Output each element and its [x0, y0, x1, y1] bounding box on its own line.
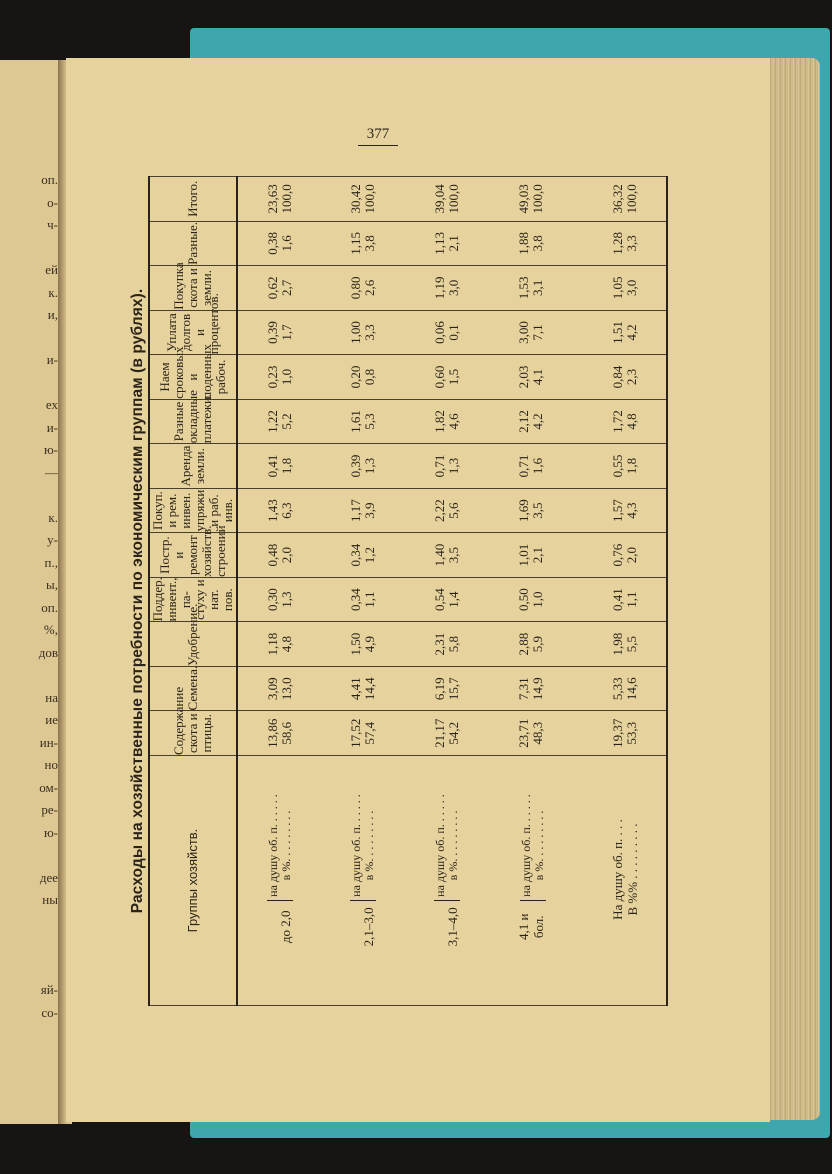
cell-value: 100,0	[278, 184, 294, 214]
cell-value: 5,33	[609, 677, 625, 701]
table-cell	[583, 399, 667, 444]
left-page-fragment: к.	[48, 509, 58, 525]
table-cell	[321, 355, 405, 400]
table-cell	[583, 310, 667, 355]
cell-value: 3,5	[446, 546, 461, 564]
table-cell	[321, 399, 405, 444]
cell-value: 1,1	[623, 591, 639, 608]
group-row-labels	[350, 794, 376, 901]
cell-value: 0,20	[348, 365, 363, 389]
left-page-fragment: о-	[47, 194, 58, 210]
separator-cell	[573, 577, 583, 622]
table-cell	[489, 488, 573, 533]
left-page-fragment: и-	[46, 419, 58, 435]
cell-value: 5,9	[530, 636, 545, 653]
cell-value: 0,48	[264, 543, 280, 567]
row-label	[489, 756, 573, 1006]
cell-value: 1,88	[516, 232, 531, 255]
separator-cell	[573, 533, 583, 578]
cell-value: 2,0	[278, 546, 294, 564]
cell-value: 4,3	[623, 502, 639, 519]
separator-cell	[573, 488, 583, 533]
separator-cell	[573, 310, 583, 355]
cell-value: 39,04	[432, 184, 447, 214]
table-cell	[583, 177, 667, 222]
row-label	[237, 756, 321, 1006]
left-page-fragment: дее	[39, 869, 58, 885]
cell-value: 1,05	[609, 276, 625, 300]
cell-value: 5,3	[362, 413, 377, 430]
cell-value: 3,8	[530, 235, 545, 252]
cell-value: 2,88	[516, 632, 531, 656]
cell-value: 1,00	[348, 321, 363, 344]
column-header: Содержание скота и птицы.	[149, 711, 237, 756]
cell-value: 58,6	[278, 721, 294, 745]
cell-value: 0,55	[609, 454, 625, 478]
cell-value: 4,1	[530, 368, 545, 386]
cell-value: 5,6	[446, 502, 461, 519]
table-cell	[405, 399, 489, 444]
cell-value: 15,7	[446, 677, 461, 701]
separator-cell	[573, 399, 583, 444]
cell-value: 0,38	[264, 232, 280, 255]
table-cell	[237, 533, 321, 578]
cell-value: 1,8	[278, 457, 294, 475]
cell-value: 4,41	[348, 677, 363, 701]
table-cell	[237, 666, 321, 711]
table-cell	[237, 622, 321, 667]
table-row	[583, 177, 667, 1006]
separator-cell	[573, 355, 583, 400]
cell-value: 4,8	[623, 413, 639, 430]
cell-value: 0,06	[432, 321, 447, 344]
cell-value: 49,03	[516, 184, 531, 214]
cell-value: 1,01	[516, 543, 531, 567]
cell-value: 2,1	[446, 235, 461, 252]
cell-value: 7,31	[516, 677, 531, 701]
cell-value: 1,28	[609, 232, 625, 255]
cell-value: 0,34	[348, 588, 363, 612]
cell-value: 2,7	[278, 279, 294, 297]
left-page-fragment: п.,	[44, 554, 58, 570]
cell-value: 6,3	[278, 502, 294, 519]
table-cell	[321, 266, 405, 311]
cell-value: 17,52	[348, 718, 363, 748]
cell-value: 0,80	[348, 276, 363, 300]
table-cell	[237, 355, 321, 400]
left-page	[0, 60, 64, 1124]
column-header: Поддер. инвент., па-стуху и нат. пов.	[150, 577, 235, 622]
table-cell	[489, 221, 573, 266]
table-cell	[237, 711, 321, 756]
separator-cell	[573, 756, 583, 1006]
cell-value: 1,7	[278, 324, 294, 341]
cell-value: 1,5	[446, 368, 461, 386]
left-page-fragment: и-	[46, 352, 58, 367]
cell-value: 54,2	[446, 721, 461, 745]
left-page-fragment: дов	[38, 644, 58, 660]
row-sublabel: на душу об. п. . . . . .	[433, 794, 447, 897]
cell-value: 2,22	[432, 499, 447, 522]
cell-value: 4,2	[623, 324, 639, 341]
table-cell	[237, 399, 321, 444]
table-cell	[405, 177, 489, 222]
cell-value: 3,0	[446, 279, 461, 297]
cell-value: 36,32	[609, 184, 625, 214]
cell-value: 0,39	[264, 321, 280, 344]
group-range: 4,1 и бол.	[516, 913, 546, 941]
table-row	[237, 177, 321, 1006]
table-cell	[321, 711, 405, 756]
column-header: Разные.	[149, 221, 237, 266]
table-cell	[583, 666, 667, 711]
cell-value: 0,50	[516, 588, 531, 612]
table-cell	[583, 355, 667, 400]
table-cell	[321, 622, 405, 667]
cell-value: 2,31	[432, 632, 447, 656]
cell-value: 1,0	[278, 368, 294, 386]
cell-value: 6,19	[432, 677, 447, 701]
table-cell	[237, 444, 321, 489]
column-header: Уплата долгов и процентов.	[149, 310, 237, 355]
cell-value: 1,3	[446, 457, 461, 475]
cell-value: 0,76	[609, 543, 625, 567]
row-label	[321, 756, 405, 1006]
cell-value: 13,0	[278, 677, 294, 701]
row-label	[405, 756, 489, 1006]
table-cell	[405, 533, 489, 578]
cell-value: 1,6	[530, 457, 545, 475]
column-header: Покупка скота и земли.	[149, 266, 237, 311]
cell-value: 100,0	[530, 184, 545, 214]
table-cell	[237, 577, 321, 622]
cell-value: 0,71	[516, 454, 531, 478]
cell-value: 1,18	[264, 632, 280, 656]
separator-cell	[573, 444, 583, 489]
table-cell	[405, 444, 489, 489]
cell-value: 4,9	[362, 636, 377, 653]
table-cell	[489, 355, 573, 400]
cell-value: 48,3	[530, 721, 545, 745]
table-cell	[405, 266, 489, 311]
rotated-table-block	[125, 172, 645, 1030]
table-cell	[405, 577, 489, 622]
cell-value: 100,0	[446, 184, 461, 214]
left-page-fragment: яй-	[40, 982, 58, 997]
separator-cell	[573, 177, 583, 222]
table-cell	[489, 577, 573, 622]
separator-cell	[573, 711, 583, 756]
cell-value: 1,98	[609, 632, 625, 656]
cell-value: 23,71	[516, 718, 531, 748]
table-cell	[489, 310, 573, 355]
cell-value: 5,5	[623, 636, 639, 653]
table-cell	[321, 488, 405, 533]
table-cell	[405, 666, 489, 711]
left-page-fragment: оп.	[41, 172, 58, 187]
row-label	[583, 756, 667, 1006]
cell-value: 1,53	[516, 276, 531, 300]
cell-value: 1,17	[348, 499, 363, 522]
page-edges	[762, 58, 820, 1120]
table-cell	[489, 399, 573, 444]
group-range: 2,1–3,0	[361, 907, 376, 947]
table-cell	[583, 533, 667, 578]
table-cell	[489, 444, 573, 489]
row-sublabel: в %. . . . . . . . .	[278, 810, 293, 881]
column-header: Семена.	[149, 666, 237, 711]
table-cell	[321, 666, 405, 711]
separator-cell	[573, 266, 583, 311]
cell-value: 3,1	[530, 279, 545, 297]
cell-value: 0,8	[362, 368, 377, 386]
table-cell	[405, 355, 489, 400]
cell-value: 1,13	[432, 232, 447, 255]
cell-value: 53,3	[623, 721, 639, 745]
row-sublabel: на душу об. п. . . . . .	[265, 794, 280, 897]
table-cell	[583, 266, 667, 311]
table-body	[237, 177, 667, 1006]
left-page-fragment: ре-	[41, 802, 58, 817]
table-cell	[237, 266, 321, 311]
cell-value: 1,19	[432, 276, 447, 300]
left-page-fragment: ю-	[43, 442, 58, 457]
cell-value: 0,62	[264, 276, 280, 300]
cell-value: 0,34	[348, 543, 363, 567]
table-header-row	[149, 177, 237, 1006]
separator-cell	[573, 221, 583, 266]
cell-value: 4,6	[446, 413, 461, 430]
table-cell	[405, 488, 489, 533]
table-cell	[321, 444, 405, 489]
cell-value: 2,1	[530, 546, 545, 564]
group-range: до 2,0	[277, 910, 293, 944]
table-row	[321, 177, 405, 1006]
cell-value: 3,3	[362, 324, 377, 341]
left-page-fragment: со-	[41, 1004, 58, 1020]
cell-value: 1,4	[446, 591, 461, 608]
cell-value: 2,0	[623, 546, 639, 564]
cell-value: 0,54	[432, 588, 447, 612]
group-range: 3,1–4,0	[445, 907, 460, 947]
cell-value: 5,2	[278, 413, 294, 430]
cell-value: 1,61	[348, 410, 363, 433]
cell-value: 14,4	[362, 677, 377, 701]
table-row	[405, 177, 489, 1006]
cell-value: 2,03	[516, 365, 531, 389]
column-header: Аренда земли.	[149, 444, 237, 489]
table-cell	[489, 666, 573, 711]
table-cell	[321, 310, 405, 355]
cell-value: 3,09	[264, 677, 280, 701]
table-cell	[489, 266, 573, 311]
table-cell	[405, 711, 489, 756]
left-page-fragment: ч-	[47, 217, 58, 232]
separator-row	[573, 177, 583, 1006]
left-page-fragment: ны	[42, 892, 58, 907]
cell-value: 3,00	[516, 321, 531, 344]
cell-value: 4,2	[530, 413, 545, 430]
left-page-fragment: и,	[47, 307, 58, 322]
cell-value: 0,84	[609, 365, 625, 389]
left-page-fragment: ю-	[43, 824, 58, 840]
cell-value: 1,50	[348, 632, 363, 656]
column-header: Постр. и ремонт хозяйств. строений	[149, 533, 237, 578]
table-cell	[489, 711, 573, 756]
table-cell	[583, 577, 667, 622]
table-cell	[237, 177, 321, 222]
total-label: На душу об. п. . . .	[609, 819, 625, 920]
cell-value: 1,2	[362, 546, 377, 564]
table-cell	[583, 488, 667, 533]
cell-value: 1,69	[516, 499, 531, 522]
row-sublabel: в %. . . . . . . . .	[362, 810, 376, 881]
cell-value: 2,12	[516, 410, 531, 433]
left-page-fragment: на	[45, 689, 58, 705]
cell-value: 14,6	[623, 677, 639, 701]
table-cell	[405, 622, 489, 667]
table-cell	[583, 444, 667, 489]
cell-value: 30,42	[348, 184, 363, 214]
table-cell	[321, 533, 405, 578]
cell-value: 3,0	[623, 279, 639, 297]
table-cell	[237, 221, 321, 266]
column-header: Удобрение.	[149, 622, 237, 667]
cell-value: 4,8	[278, 636, 294, 653]
cell-value: 3,9	[362, 502, 377, 519]
cell-value: 57,4	[362, 721, 377, 745]
separator-cell	[573, 666, 583, 711]
row-sublabel: в %. . . . . . . . .	[532, 810, 546, 881]
cell-value: 100,0	[362, 184, 377, 214]
table-row	[489, 177, 573, 1006]
left-page-fragment: но	[44, 757, 58, 772]
column-header: Разные окладные платежи.	[149, 399, 237, 444]
group-row-labels	[434, 794, 460, 901]
cell-value: 19,37	[609, 718, 625, 748]
cell-value: 1,3	[278, 591, 294, 608]
cell-value: 1,6	[278, 235, 294, 252]
separator-cell	[573, 622, 583, 667]
table-cell	[583, 622, 667, 667]
cell-value: 1,40	[432, 543, 447, 567]
column-header: Итого.	[149, 177, 237, 222]
column-header: Покуп. и рем. инвен. упряжи и раб. инв.	[150, 489, 235, 532]
cell-value: 3,8	[362, 235, 377, 252]
cell-value: 0,60	[432, 365, 447, 389]
left-page-fragment: ех	[45, 397, 58, 412]
cell-value: 1,22	[264, 410, 280, 433]
cell-value: 100,0	[623, 184, 639, 214]
table-cell	[583, 221, 667, 266]
cell-value: 0,41	[264, 454, 280, 478]
cell-value: 1,51	[609, 321, 625, 344]
total-label: В %% . . . . . . . . .	[624, 823, 640, 916]
table-cell	[405, 310, 489, 355]
table-caption: Расходы на хозяйственные потребности по экономическим группам (в рублях).	[129, 288, 146, 914]
cell-value: 5,8	[446, 636, 461, 653]
left-page-fragment: ие	[45, 712, 58, 727]
cell-value: 1,43	[264, 499, 280, 522]
left-page-fragment: ы,	[46, 577, 58, 592]
group-row-labels	[267, 794, 293, 901]
table-cell	[321, 577, 405, 622]
table-cell	[405, 221, 489, 266]
left-page-fragment: к.	[48, 284, 58, 300]
cell-value: 7,1	[530, 324, 545, 341]
cell-value: 3,3	[623, 235, 639, 252]
table-cell	[237, 310, 321, 355]
page-number: 377	[352, 126, 404, 143]
left-page-fragment: —	[45, 464, 58, 480]
cell-value: 0,30	[264, 588, 280, 612]
table-cell	[321, 177, 405, 222]
table-cell	[321, 221, 405, 266]
cell-value: 0,41	[609, 588, 625, 612]
cell-value: 13,86	[264, 718, 280, 748]
table-cell	[583, 711, 667, 756]
cell-value: 23,63	[264, 184, 280, 214]
cell-value: 2,3	[623, 368, 639, 386]
table-cell	[489, 533, 573, 578]
group-row-labels	[520, 794, 546, 901]
cell-value: 1,1	[362, 591, 377, 608]
groups-header: Группы хозяйств.	[149, 756, 237, 1006]
cell-value: 0,1	[446, 324, 461, 341]
cell-value: 0,71	[432, 454, 447, 478]
table-cell	[237, 488, 321, 533]
cell-value: 1,3	[362, 457, 377, 475]
left-page-fragment: ом-	[39, 779, 58, 795]
row-sublabel: на душу об. п. . . . . .	[349, 794, 363, 897]
left-page-fragment: оп.	[41, 599, 58, 615]
table-cell	[489, 177, 573, 222]
cell-value: 14,9	[530, 677, 545, 701]
left-page-fragment: ин-	[39, 734, 58, 750]
left-page-fragment: %,	[43, 622, 58, 637]
table-cell	[489, 622, 573, 667]
cell-value: 0,23	[264, 365, 280, 389]
cell-value: 1,82	[432, 410, 447, 433]
cell-value: 0,39	[348, 454, 363, 478]
cell-value: 1,72	[609, 410, 625, 433]
expenses-table	[148, 176, 668, 1006]
left-page-fragment: у-	[47, 532, 58, 547]
cell-value: 1,8	[623, 457, 639, 475]
column-header: Наем сроковых и поденных рабоч.	[149, 355, 237, 400]
cell-value: 1,15	[348, 232, 363, 255]
cell-value: 1,0	[530, 591, 545, 608]
cell-value: 2,6	[362, 279, 377, 297]
row-sublabel: в %. . . . . . . . .	[446, 810, 460, 881]
cell-value: 1,57	[609, 499, 625, 522]
row-sublabel: на душу об. п. . . . . .	[519, 794, 533, 897]
cell-value: 3,5	[530, 502, 545, 519]
cell-value: 21,17	[432, 718, 447, 748]
left-page-fragment: ей	[45, 262, 58, 277]
